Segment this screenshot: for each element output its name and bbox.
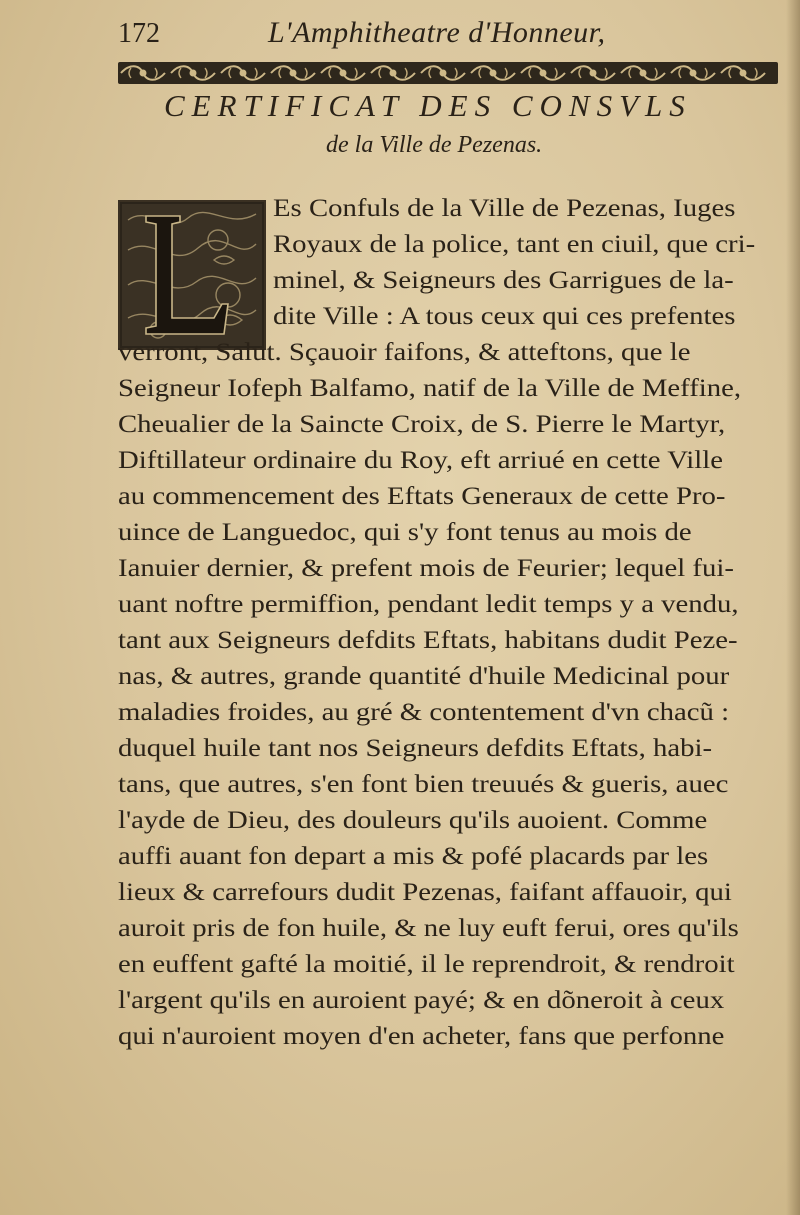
heading-title: CERTIFICAT DES CONSVLS: [164, 88, 692, 123]
ornamental-initial-icon: [118, 200, 266, 350]
text-line: Seigneur Iofeph Balfamo, natif de la Ville de Meffine,: [118, 375, 742, 402]
text-line: l'argent qu'ils en auroient payé; & en dõneroit à ceux: [118, 987, 725, 1014]
text-line: Ianuier dernier, & prefent mois de Feurier; lequel fui-: [118, 555, 734, 582]
text-line: dite Ville : A tous ceux qui ces prefentes: [273, 303, 736, 330]
text-line: lieux & carrefours dudit Pezenas, faifant affauoir, qui: [118, 879, 732, 906]
text-line: tant aux Seigneurs defdits Eftats, habitans dudit Peze-: [118, 627, 738, 654]
text-line: l'ayde de Dieu, des douleurs qu'ils auoient. Comme: [118, 807, 708, 834]
text-line: maladies froides, au gré & contentement d'vn chacũ :: [118, 699, 730, 726]
text-line: nas, & autres, grande quantité d'huile Medicinal pour: [118, 663, 730, 690]
page-number: 172: [118, 18, 160, 49]
text-line: qui n'auroient moyen d'en acheter, fans que perfonne: [118, 1023, 725, 1050]
running-head: [0, 14, 800, 54]
ornament-band-icon: [118, 60, 778, 86]
text-line: minel, & Seigneurs des Garrigues de la-: [273, 267, 734, 294]
text-line: Es Confuls de la Ville de Pezenas, Iuges: [273, 195, 736, 222]
text-line: Cheualier de la Saincte Croix, de S. Pierre le Martyr,: [118, 411, 726, 438]
text-line: uant noftre permiffion, pendant ledit temps y a vendu,: [118, 591, 739, 618]
text-line: duquel huile tant nos Seigneurs defdits Eftats, habi-: [118, 735, 713, 762]
running-title: L'Amphitheatre d'Honneur,: [268, 16, 606, 49]
text-line: auffi auant fon depart a mis & pofé placards par les: [118, 843, 709, 870]
heading-subtitle: de la Ville de Pezenas.: [326, 132, 543, 158]
text-line: tans, que autres, s'en font bien treuués & gueris, auec: [118, 771, 729, 798]
text-line: au commencement des Eftats Generaux de cette Pro-: [118, 483, 726, 510]
text-line: en euffent gafté la moitié, il le reprendroit, & rendroit: [118, 951, 735, 978]
text-line: Royaux de la police, tant en ciuil, que cri-: [273, 231, 756, 258]
text-line: Diftillateur ordinaire du Roy, eft arriué en cette Ville: [118, 447, 723, 474]
text-line: auroit pris de fon huile, & ne luy euft ferui, ores qu'ils: [118, 915, 739, 942]
text-line: uince de Languedoc, qui s'y font tenus au mois de: [118, 519, 692, 546]
page-edge-shadow: [786, 0, 800, 1215]
text-line: verront, Salut. Sçauoir faifons, & atteftons, que le: [118, 339, 691, 366]
